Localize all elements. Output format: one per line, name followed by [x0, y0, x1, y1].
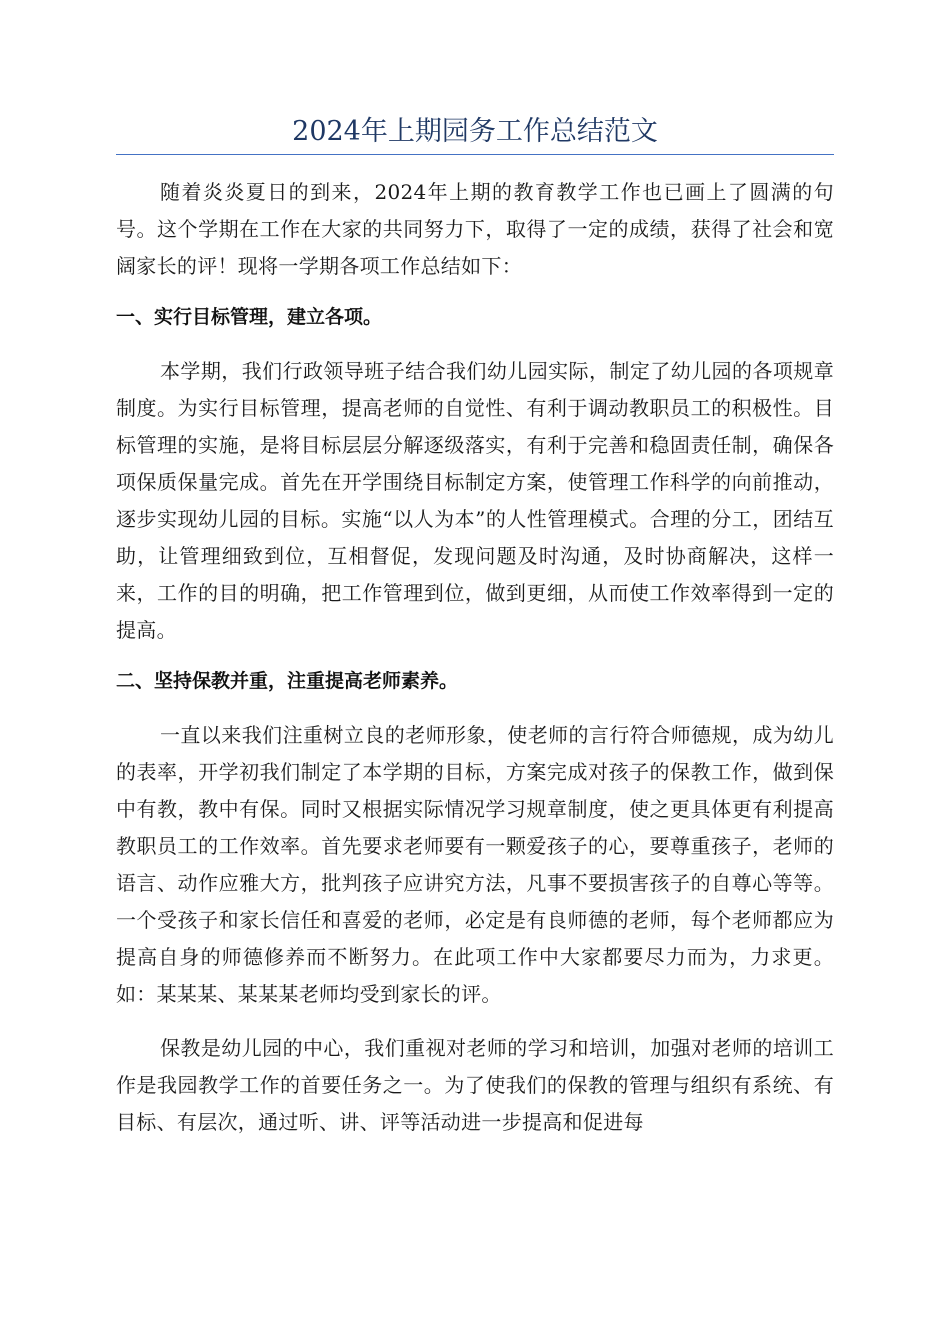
document-title: 2024年上期园务工作总结范文	[292, 116, 658, 147]
section-1-heading: 一、实行目标管理，建立各项。	[116, 306, 383, 328]
section-2-paragraph-1: 一直以来我们注重树立良的老师形象，使老师的言行符合师德规，成为幼儿的表率，开学初我们制定了本学期的目标，方案完成对孩子的保教工作，做到保中有教，教中有保。同时又根据实际情况学习规章制度，使之更具体更有利提高教职员工的工作效率。首先要求老师要有一颗爱孩子的心，要尊重孩子，老师的语言、动作应雅大方，批判孩子应讲究方法，凡事不要损害孩子的自尊心等等。一个受孩子和家长信任和喜爱的老师，必定是有良师德的老师，每个老师都应为提高自身的师德修养而不断努力。在此项工作中大家都要尽力而为，力求更。如：某某某、某某某老师均受到家长的评。	[116, 723, 834, 1006]
section-2-paragraph-2: 保教是幼儿园的中心，我们重视对老师的学习和培训，加强对老师的培训工作是我园教学工作的首要任务之一。为了使我们的保教的管理与组织有系统、有目标、有层次，通过听、讲、评等活动进一步提高和促进每	[116, 1036, 834, 1134]
title-underline	[116, 154, 834, 155]
section-2-heading: 二、坚持保教并重，注重提高老师素养。	[116, 670, 459, 692]
document-body	[116, 174, 834, 1141]
section-1-paragraph: 本学期，我们行政领导班子结合我们幼儿园实际，制定了幼儿园的各项规章制度。为实行目标管理，提高老师的自觉性、有利于调动教职员工的积极性。目标管理的实施，是将目标层层分解逐级落实，有利于完善和稳固责任制，确保各项保质保量完成。首先在开学围绕目标制定方案，使管理工作科学的向前推动，逐步实现幼儿园的目标。实施“以人为本”的人性管理模式。合理的分工，团结互助，让管理细致到位，互相督促，发现问题及时沟通，及时协商解决，这样一来，工作的目的明确，把工作管理到位，做到更细，从而使工作效率得到一定的提高。	[116, 359, 834, 642]
intro-paragraph: 随着炎炎夏日的到来，2024年上期的教育教学工作也已画上了圆满的句号。这个学期在工作在大家的共同努力下，取得了一定的成绩，获得了社会和宽阔家长的评！现将一学期各项工作总结如下：	[116, 180, 834, 278]
